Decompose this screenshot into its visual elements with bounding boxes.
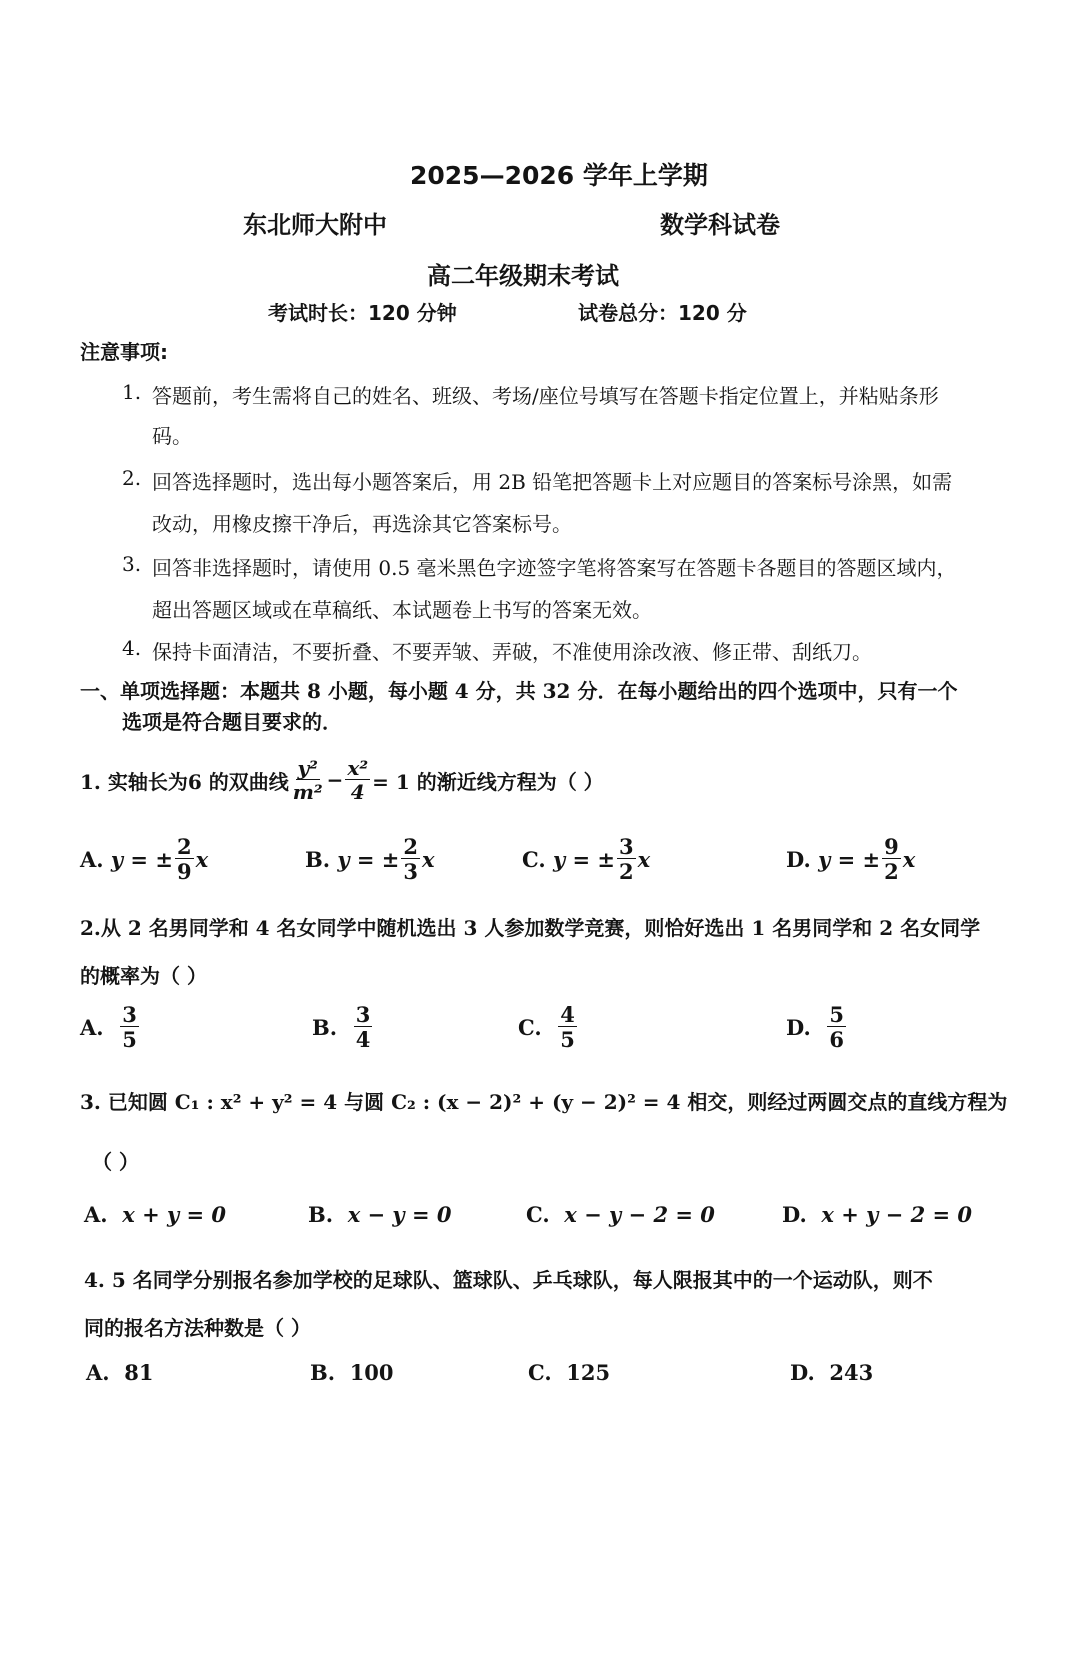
question-3: 3. 已知圆 C₁ : x² + y² = 4 与圆 C₂ : (x − 2)² + (y − 2)² = 4 相交，则经过两圆交点的直线方程为 [80,1090,1008,1114]
option-b[interactable] [310,1360,394,1385]
option-d[interactable] [782,1202,972,1227]
option-math: y = ± [818,846,881,872]
option-math: y = ± [110,846,173,872]
option-label: A. [80,1014,104,1040]
option-d[interactable] [786,836,915,882]
option-fraction [401,836,420,882]
option-text: x − y − 2 = 0 [564,1202,715,1227]
option-text: 81 [124,1360,154,1385]
minus-sign: − [326,768,344,792]
fraction-denominator: 5 [560,1027,575,1052]
fraction-denominator: 6 [829,1027,845,1052]
fraction-numerator: y² [297,756,318,780]
fraction-numerator: 4 [560,1002,575,1027]
exam-total-score: 试卷总分：120 分 [578,301,747,325]
fraction-numerator: 3 [355,1002,371,1027]
fraction-denominator: 9 [176,859,192,884]
option-text: 125 [566,1360,611,1385]
option-text: 100 [349,1360,394,1385]
question-4: 4. 5 名同学分别报名参加学校的足球队、篮球队、乒乓球队，每人限报其中的一个运动队，则不 [84,1268,933,1292]
question-1 [80,758,604,802]
option-c[interactable] [526,1202,715,1227]
exam-title: 高二年级期末考试 [427,262,619,290]
note-text: 保持卡面清洁，不要折叠、不要弄皱、弄破，不准使用涂改液、修正带、刮纸刀。 [152,640,872,664]
option-b[interactable] [305,836,435,882]
fraction-numerator: 2 [403,834,419,859]
fraction-denominator: 2 [618,859,634,884]
option-fraction [827,1004,846,1050]
fraction-numerator: 3 [618,834,634,859]
option-b[interactable] [312,1004,374,1050]
note-number: 3. [122,552,142,576]
exam-term: 2025—2026 学年上学期 [410,161,708,190]
question-4-cont: 同的报名方法种数是（ ） [84,1316,311,1340]
option-label: B. [308,1202,334,1227]
option-c[interactable] [522,836,650,882]
fraction-denominator: 2 [884,859,899,884]
option-text: x − y = 0 [347,1202,452,1227]
option-d[interactable] [790,1360,873,1385]
note-text: 回答非选择题时，请使用 0.5 毫米黑色字迹签字笔将答案写在答题卡各题目的答题区域内， [152,556,957,580]
notes-title: 注意事项: [80,340,168,364]
section-heading-cont: 选项是符合题目要求的． [122,710,342,734]
fraction-denominator: 3 [403,859,419,884]
option-label: C. [528,1360,552,1385]
hyperbola-term-y [291,758,325,802]
option-math: y = ± [337,846,400,872]
note-text-cont: 改动，用橡皮擦干净后，再选涂其它答案标号。 [152,512,572,536]
option-label: C. [518,1014,542,1040]
note-text: 答题前，考生需将自己的姓名、班级、考场/座位号填写在答题卡指定位置上，并粘贴条形 [152,384,939,408]
option-label: B. [305,846,331,872]
section-heading: 一、单项选择题：本题共 8 小题，每小题 4 分，共 32 分．在每小题给出的四个选项中，只有一个 [80,679,958,703]
option-label: A. [80,846,104,872]
option-fraction [882,836,901,882]
note-text-cont: 码。 [152,424,192,448]
exam-duration: 考试时长：120 分钟 [268,301,457,325]
option-fraction [120,1004,139,1050]
fraction-denominator: 4 [355,1027,371,1052]
option-math: x [422,846,435,872]
option-label: D. [786,846,811,872]
option-c[interactable] [518,1004,579,1050]
option-label: C. [522,846,546,872]
option-text: x + y − 2 = 0 [821,1202,973,1227]
fraction-numerator: 2 [176,834,192,859]
option-a[interactable] [86,1360,153,1385]
question-2: 2.从 2 名男同学和 4 名女同学中随机选出 3 人参加数学竞赛，则恰好选出 1 名男同学和 2 名女同学 [80,916,981,940]
fraction-numerator: 5 [829,1002,845,1027]
option-label: C. [526,1202,550,1227]
question-1-tail: = 1 的渐近线方程为（ ） [372,769,604,794]
note-number: 2. [122,466,142,490]
option-fraction [558,1004,577,1050]
option-fraction [354,1004,373,1050]
note-number: 4. [122,636,142,660]
subject-title: 数学科试卷 [660,211,780,239]
hyperbola-term-x [345,758,370,802]
fraction-denominator: 5 [122,1027,137,1052]
fraction-denominator: m² [292,780,323,804]
option-label: B. [312,1014,338,1040]
option-label: B. [310,1360,336,1385]
note-text-cont: 超出答题区域或在草稿纸、本试题卷上书写的答案无效。 [152,598,652,622]
fraction-numerator: x² [347,756,369,780]
fraction-numerator: 9 [884,834,899,859]
option-text: x + y = 0 [122,1202,227,1227]
option-label: A. [84,1202,108,1227]
option-a[interactable] [84,1202,226,1227]
option-fraction [175,836,194,882]
option-a[interactable] [80,836,208,882]
option-label: D. [790,1360,815,1385]
option-a[interactable] [80,1004,141,1050]
school-name: 东北师大附中 [243,211,387,239]
question-3-cont: （ ） [92,1150,139,1174]
fraction-numerator: 3 [122,1002,137,1027]
note-text: 回答选择题时，选出每小题答案后，用 2B 铅笔把答题卡上对应题目的答案标号涂黑，如需 [152,470,953,494]
option-fraction [617,836,636,882]
question-1-prefix: 1. 实轴长为6 的双曲线 [80,769,289,794]
option-label: D. [786,1014,811,1040]
option-text: 243 [829,1360,874,1385]
option-b[interactable] [308,1202,451,1227]
option-label: D. [782,1202,807,1227]
option-d[interactable] [786,1004,848,1050]
option-math: x [195,846,209,872]
fraction-denominator: 4 [350,780,365,804]
option-c[interactable] [528,1360,610,1385]
option-math: y = ± [552,846,615,872]
option-label: A. [86,1360,110,1385]
option-math: x [637,846,651,872]
option-math: x [902,846,916,872]
question-2-cont: 的概率为（ ） [80,964,207,988]
note-number: 1. [122,380,142,404]
